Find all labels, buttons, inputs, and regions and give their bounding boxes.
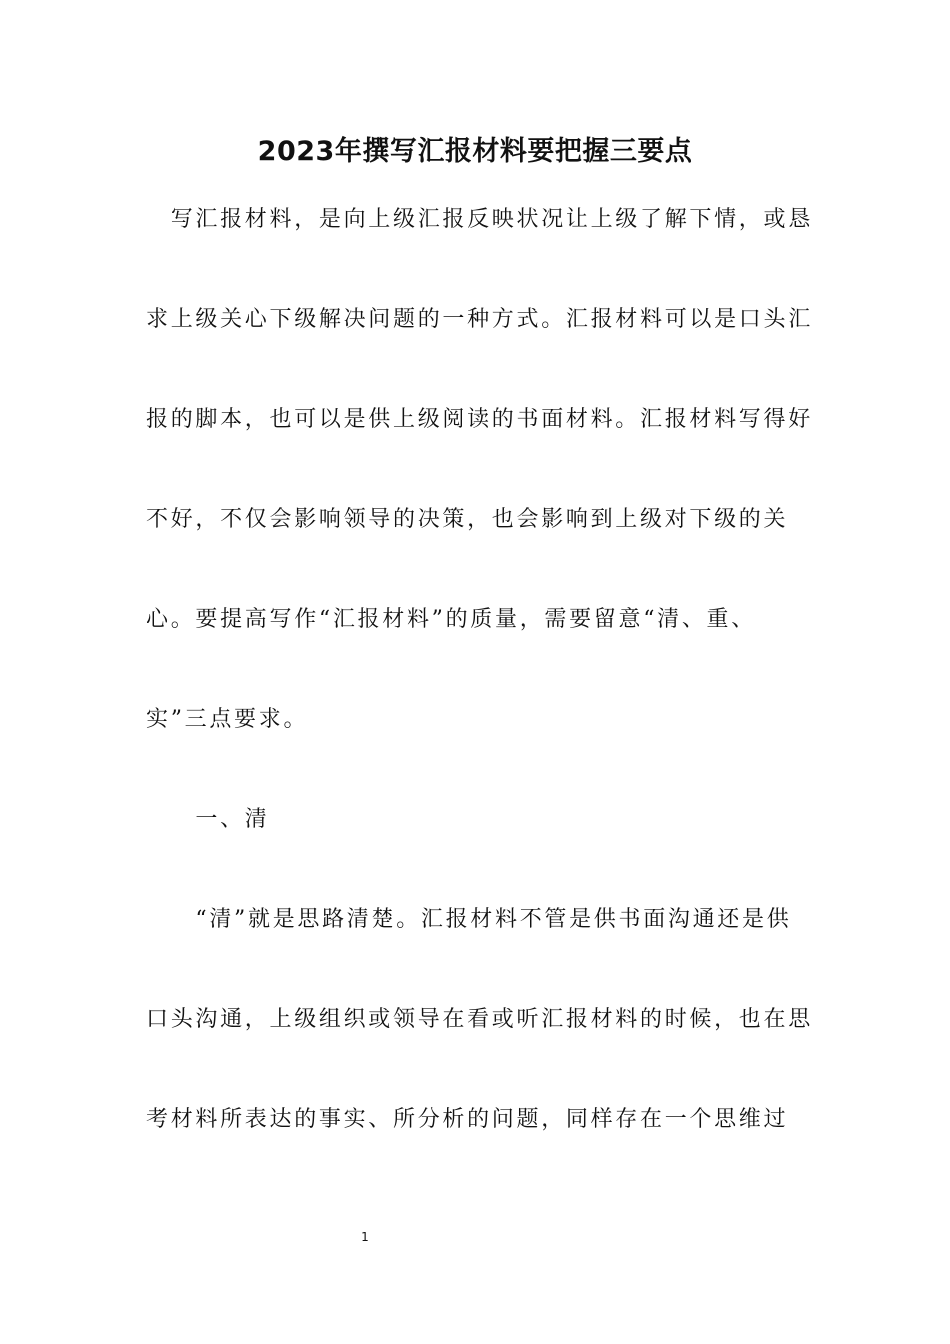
body-line: 考材料所表达的事实、所分析的问题，同样存在一个思维过 xyxy=(146,1107,789,1132)
body-line: 实”三点要求。 xyxy=(146,707,309,732)
body-line: “清”就是思路清楚。汇报材料不管是供书面沟通还是供 xyxy=(146,907,792,932)
body-line: 求上级关心下级解决问题的一种方式。汇报材料可以是口头汇 xyxy=(146,307,813,332)
body-line: 心。要提高写作“汇报材料”的质量，需要留意“清、重、 xyxy=(146,607,756,632)
section-heading: 一、清 xyxy=(146,807,270,832)
document-title: 2023年撰写汇报材料要把握三要点 xyxy=(257,136,693,167)
body-line: 口头沟通，上级组织或领导在看或听汇报材料的时候，也在思 xyxy=(146,1007,813,1032)
page-number: 1 xyxy=(361,1230,369,1244)
body-line: 报的脚本，也可以是供上级阅读的书面材料。汇报材料写得好 xyxy=(146,407,813,432)
body-line: 写汇报材料，是向上级汇报反映状况让上级了解下情，或恳 xyxy=(146,207,813,232)
body-line: 不好，不仅会影响领导的决策，也会影响到上级对下级的关 xyxy=(146,507,789,532)
